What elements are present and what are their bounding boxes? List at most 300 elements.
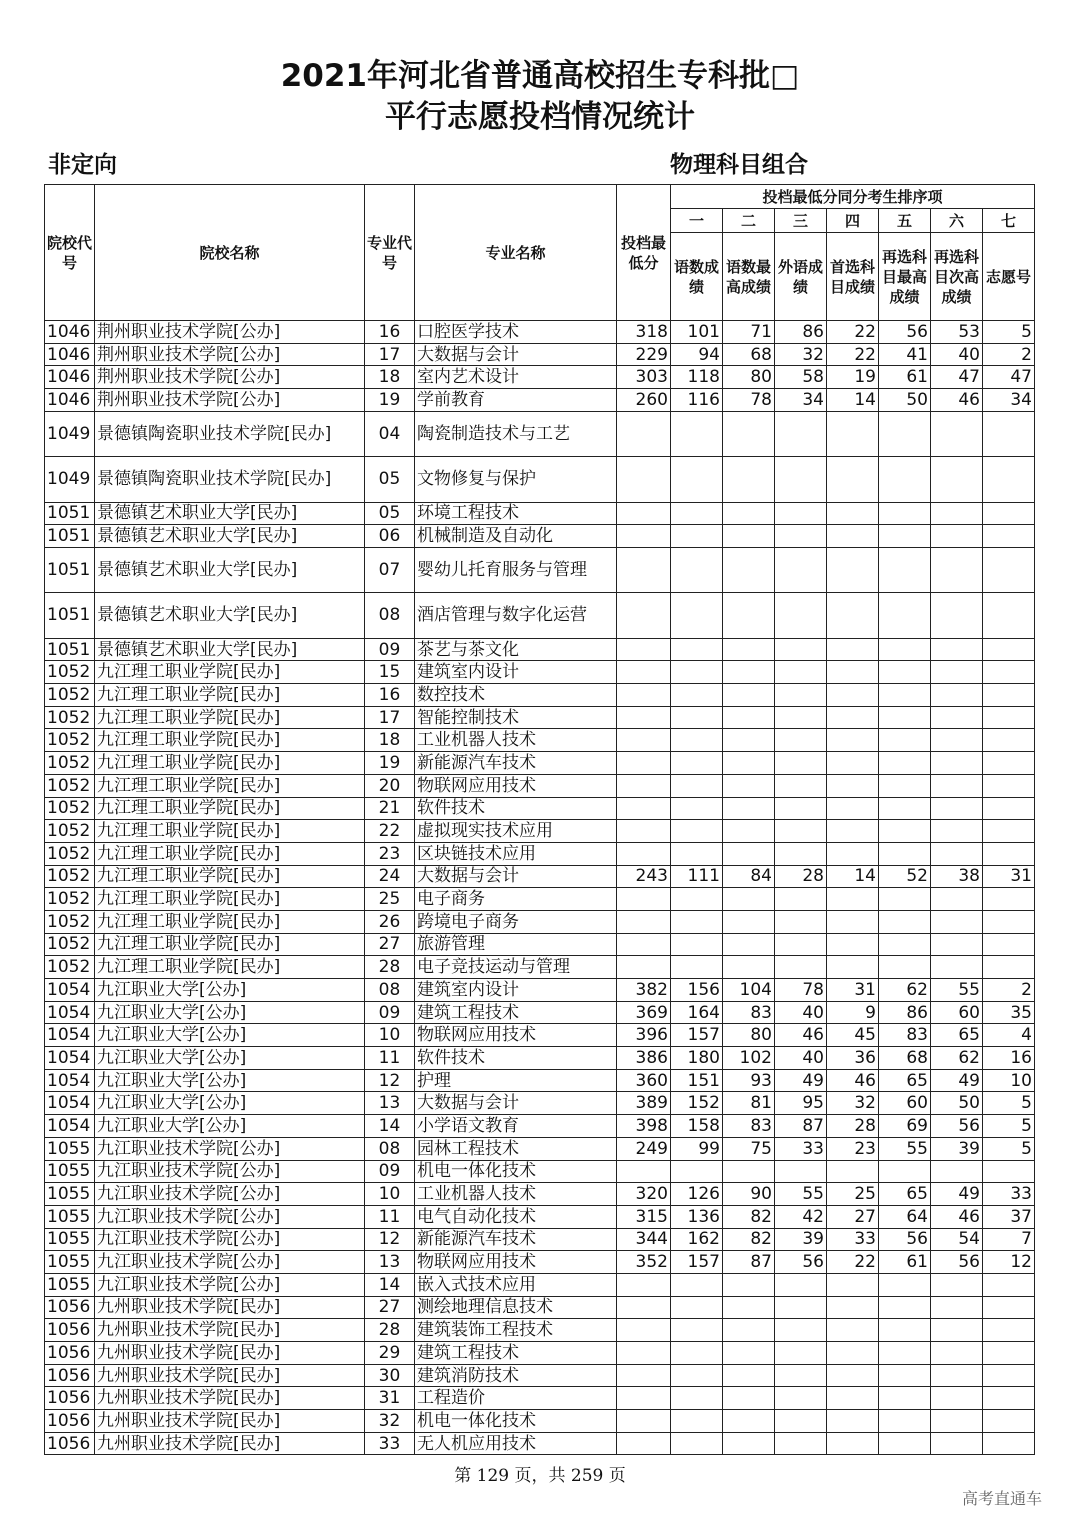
cell-rank-6 (931, 1364, 983, 1387)
cell-major-name: 新能源汽车技术 (415, 1228, 617, 1251)
cell-rank-5 (879, 684, 931, 707)
cell-rank-1 (671, 1296, 723, 1319)
cell-rank-6: 53 (931, 321, 983, 344)
cell-rank-2: 83 (723, 1115, 775, 1138)
cell-rank-6 (931, 411, 983, 456)
cell-rank-2: 82 (723, 1228, 775, 1251)
cell-min-score (617, 661, 671, 684)
table-row (45, 956, 1035, 979)
cell-rank-6: 62 (931, 1047, 983, 1070)
cell-rank-3 (775, 752, 827, 775)
cell-rank-4 (827, 1410, 879, 1433)
cell-major-code: 29 (365, 1342, 415, 1365)
cell-rank-2 (723, 1296, 775, 1319)
cell-min-score (617, 1432, 671, 1455)
cell-rank-2 (723, 956, 775, 979)
cell-rank-3 (775, 956, 827, 979)
cell-rank-5 (879, 457, 931, 502)
cell-rank-3: 56 (775, 1251, 827, 1274)
cell-school-code: 1051 (45, 547, 95, 592)
cell-rank-5 (879, 1319, 931, 1342)
cell-school-code: 1055 (45, 1205, 95, 1228)
cell-rank-6 (931, 1410, 983, 1433)
cell-rank-6: 39 (931, 1137, 983, 1160)
cell-rank-5 (879, 729, 931, 752)
cell-rank-7 (983, 797, 1035, 820)
cell-rank-3 (775, 933, 827, 956)
cell-rank-4 (827, 1319, 879, 1342)
cell-rank-7 (983, 1160, 1035, 1183)
table-row (45, 593, 1035, 638)
cell-major-code: 11 (365, 1047, 415, 1070)
cell-min-score (617, 820, 671, 843)
cell-rank-2: 82 (723, 1205, 775, 1228)
table-row (45, 1092, 1035, 1115)
cell-min-score (617, 729, 671, 752)
cell-rank-4 (827, 684, 879, 707)
cell-rank-5 (879, 1410, 931, 1433)
page-footer: 第 129 页，共 259 页 (454, 1466, 626, 1486)
cell-rank-7: 4 (983, 1024, 1035, 1047)
cell-rank-5: 86 (879, 1001, 931, 1024)
cell-major-code: 27 (365, 1296, 415, 1319)
cell-rank-4 (827, 1296, 879, 1319)
cell-rank-6 (931, 1387, 983, 1410)
cell-school-name: 九州职业技术学院[民办] (95, 1387, 365, 1410)
cell-min-score (617, 593, 671, 638)
cell-school-name: 景德镇陶瓷职业技术学院[民办] (95, 411, 365, 456)
header-rank-num: 五 (879, 209, 931, 233)
cell-rank-3 (775, 525, 827, 548)
cell-rank-6 (931, 956, 983, 979)
cell-rank-2 (723, 661, 775, 684)
table-row (45, 638, 1035, 661)
cell-rank-6 (931, 1160, 983, 1183)
cell-rank-1 (671, 457, 723, 502)
cell-rank-2 (723, 1410, 775, 1433)
cell-rank-4: 31 (827, 979, 879, 1002)
cell-school-name: 九江职业技术学院[公办] (95, 1160, 365, 1183)
cell-rank-1 (671, 797, 723, 820)
cell-school-name: 九江理工职业学院[民办] (95, 661, 365, 684)
cell-rank-5 (879, 956, 931, 979)
table-row (45, 1319, 1035, 1342)
cell-major-code: 14 (365, 1115, 415, 1138)
table-row (45, 820, 1035, 843)
cell-rank-4 (827, 842, 879, 865)
cell-rank-4: 32 (827, 1092, 879, 1115)
table-row (45, 1183, 1035, 1206)
cell-school-name: 九江理工职业学院[民办] (95, 910, 365, 933)
cell-major-name: 学前教育 (415, 389, 617, 412)
cell-rank-7 (983, 1342, 1035, 1365)
cell-school-code: 1052 (45, 842, 95, 865)
cell-major-code: 16 (365, 684, 415, 707)
cell-school-code: 1052 (45, 956, 95, 979)
cell-min-score (617, 1296, 671, 1319)
cell-rank-7 (983, 593, 1035, 638)
table-row (45, 1024, 1035, 1047)
cell-rank-3: 58 (775, 366, 827, 389)
cell-rank-5 (879, 706, 931, 729)
cell-rank-7: 5 (983, 1115, 1035, 1138)
table-row (45, 842, 1035, 865)
cell-major-code: 06 (365, 525, 415, 548)
cell-major-name: 机械制造及自动化 (415, 525, 617, 548)
cell-major-name: 电子商务 (415, 888, 617, 911)
table-row (45, 1047, 1035, 1070)
cell-school-code: 1054 (45, 1069, 95, 1092)
cell-rank-4: 22 (827, 343, 879, 366)
cell-major-name: 建筑室内设计 (415, 979, 617, 1002)
subject-group-label: 物理科目组合 (670, 152, 808, 178)
cell-school-code: 1055 (45, 1273, 95, 1296)
cell-min-score (617, 502, 671, 525)
cell-min-score (617, 956, 671, 979)
cell-rank-7: 5 (983, 1092, 1035, 1115)
cell-school-name: 九州职业技术学院[民办] (95, 1342, 365, 1365)
cell-min-score: 389 (617, 1092, 671, 1115)
cell-rank-4: 46 (827, 1069, 879, 1092)
cell-rank-4: 14 (827, 865, 879, 888)
page-title-line2: 平行志愿投档情况统计 (385, 99, 695, 135)
cell-rank-2: 78 (723, 389, 775, 412)
cell-rank-5: 60 (879, 1092, 931, 1115)
cell-rank-2: 68 (723, 343, 775, 366)
table-row (45, 1160, 1035, 1183)
header-rank-item: 语数成绩 (671, 233, 723, 321)
cell-major-code: 32 (365, 1410, 415, 1433)
cell-school-name: 荆州职业技术学院[公办] (95, 389, 365, 412)
cell-rank-3 (775, 1387, 827, 1410)
cell-rank-7 (983, 752, 1035, 775)
cell-major-code: 09 (365, 638, 415, 661)
cell-rank-1 (671, 661, 723, 684)
cell-rank-6 (931, 638, 983, 661)
cell-school-name: 景德镇艺术职业大学[民办] (95, 525, 365, 548)
cell-rank-6: 54 (931, 1228, 983, 1251)
cell-rank-7 (983, 820, 1035, 843)
table-row (45, 457, 1035, 502)
cell-rank-3 (775, 684, 827, 707)
cell-rank-1: 151 (671, 1069, 723, 1092)
cell-major-name: 陶瓷制造技术与工艺 (415, 411, 617, 456)
cell-rank-7 (983, 1387, 1035, 1410)
cell-rank-5 (879, 820, 931, 843)
cell-rank-1 (671, 684, 723, 707)
cell-rank-4: 28 (827, 1115, 879, 1138)
cell-major-name: 机电一体化技术 (415, 1160, 617, 1183)
cell-rank-5 (879, 1160, 931, 1183)
cell-rank-3 (775, 1364, 827, 1387)
cell-rank-2 (723, 1273, 775, 1296)
cell-min-score: 229 (617, 343, 671, 366)
cell-major-name: 建筑装饰工程技术 (415, 1319, 617, 1342)
cell-min-score (617, 888, 671, 911)
cell-school-code: 1056 (45, 1319, 95, 1342)
cell-rank-7: 31 (983, 865, 1035, 888)
cell-major-name: 旅游管理 (415, 933, 617, 956)
cell-rank-3: 46 (775, 1024, 827, 1047)
cell-rank-4 (827, 1342, 879, 1365)
cell-major-code: 08 (365, 979, 415, 1002)
cell-school-code: 1051 (45, 638, 95, 661)
cell-school-code: 1055 (45, 1183, 95, 1206)
cell-rank-7: 37 (983, 1205, 1035, 1228)
cell-major-code: 28 (365, 956, 415, 979)
cell-min-score: 398 (617, 1115, 671, 1138)
cell-rank-4: 25 (827, 1183, 879, 1206)
cell-rank-3 (775, 774, 827, 797)
cell-rank-6 (931, 820, 983, 843)
cell-rank-6 (931, 706, 983, 729)
cell-school-name: 九江理工职业学院[民办] (95, 797, 365, 820)
cell-rank-4: 27 (827, 1205, 879, 1228)
cell-major-code: 18 (365, 729, 415, 752)
cell-rank-1: 158 (671, 1115, 723, 1138)
cell-rank-3 (775, 593, 827, 638)
table-row (45, 729, 1035, 752)
cell-rank-6 (931, 888, 983, 911)
cell-rank-4 (827, 706, 879, 729)
cell-rank-6 (931, 547, 983, 592)
cell-school-code: 1054 (45, 1001, 95, 1024)
cell-rank-3: 49 (775, 1069, 827, 1092)
cell-school-name: 九江职业技术学院[公办] (95, 1251, 365, 1274)
cell-school-name: 九江职业技术学院[公办] (95, 1228, 365, 1251)
cell-rank-5: 65 (879, 1183, 931, 1206)
cell-rank-5 (879, 1273, 931, 1296)
cell-rank-4 (827, 1432, 879, 1455)
header-rank-num: 三 (775, 209, 827, 233)
cell-rank-1 (671, 1432, 723, 1455)
cell-rank-3 (775, 888, 827, 911)
cell-major-code: 21 (365, 797, 415, 820)
page-title-line1: 2021年河北省普通高校招生专科批□ (280, 58, 800, 94)
cell-rank-1 (671, 1364, 723, 1387)
cell-major-code: 08 (365, 593, 415, 638)
cell-rank-2 (723, 910, 775, 933)
cell-major-code: 09 (365, 1001, 415, 1024)
cell-rank-3: 34 (775, 389, 827, 412)
cell-rank-2 (723, 752, 775, 775)
cell-school-code: 1055 (45, 1137, 95, 1160)
cell-rank-1: 118 (671, 366, 723, 389)
cell-min-score (617, 638, 671, 661)
cell-rank-7 (983, 547, 1035, 592)
cell-min-score (617, 1410, 671, 1433)
cell-rank-1 (671, 1273, 723, 1296)
table-row (45, 1273, 1035, 1296)
table-row (45, 1115, 1035, 1138)
cell-rank-1 (671, 956, 723, 979)
cell-rank-3 (775, 1296, 827, 1319)
cell-rank-2 (723, 729, 775, 752)
cell-rank-3 (775, 1160, 827, 1183)
cell-school-name: 九江理工职业学院[民办] (95, 842, 365, 865)
table-row (45, 1001, 1035, 1024)
cell-major-code: 27 (365, 933, 415, 956)
table-row (45, 979, 1035, 1002)
cell-rank-3 (775, 1410, 827, 1433)
cell-major-code: 13 (365, 1251, 415, 1274)
table-row (45, 1296, 1035, 1319)
cell-rank-1: 99 (671, 1137, 723, 1160)
cell-major-name: 测绘地理信息技术 (415, 1296, 617, 1319)
cell-school-code: 1052 (45, 684, 95, 707)
cell-rank-7 (983, 457, 1035, 502)
cell-rank-1: 126 (671, 1183, 723, 1206)
cell-rank-5 (879, 752, 931, 775)
cell-school-name: 九江职业大学[公办] (95, 1024, 365, 1047)
cell-rank-4 (827, 797, 879, 820)
cell-rank-3 (775, 661, 827, 684)
cell-min-score (617, 411, 671, 456)
cell-rank-3 (775, 910, 827, 933)
cell-rank-6: 40 (931, 343, 983, 366)
cell-school-code: 1056 (45, 1432, 95, 1455)
cell-rank-5 (879, 797, 931, 820)
cell-school-name: 九江理工职业学院[民办] (95, 706, 365, 729)
cell-rank-3: 33 (775, 1137, 827, 1160)
table-row (45, 910, 1035, 933)
cell-rank-3 (775, 1432, 827, 1455)
cell-rank-2 (723, 593, 775, 638)
cell-school-code: 1056 (45, 1364, 95, 1387)
cell-rank-5 (879, 1364, 931, 1387)
cell-major-code: 09 (365, 1160, 415, 1183)
cell-school-code: 1054 (45, 979, 95, 1002)
cell-rank-7 (983, 910, 1035, 933)
cell-rank-2 (723, 933, 775, 956)
cell-min-score: 382 (617, 979, 671, 1002)
cell-major-name: 大数据与会计 (415, 1092, 617, 1115)
cell-min-score (617, 706, 671, 729)
table-row (45, 797, 1035, 820)
cell-major-code: 12 (365, 1069, 415, 1092)
cell-rank-4: 9 (827, 1001, 879, 1024)
cell-major-code: 04 (365, 411, 415, 456)
cell-rank-7: 34 (983, 389, 1035, 412)
cell-rank-6 (931, 797, 983, 820)
cell-min-score: 318 (617, 321, 671, 344)
cell-min-score (617, 1319, 671, 1342)
cell-rank-1 (671, 1410, 723, 1433)
cell-major-name: 数控技术 (415, 684, 617, 707)
cell-major-code: 05 (365, 502, 415, 525)
cell-major-code: 26 (365, 910, 415, 933)
cell-rank-2 (723, 1432, 775, 1455)
cell-rank-2 (723, 1160, 775, 1183)
cell-major-name: 无人机应用技术 (415, 1432, 617, 1455)
cell-min-score (617, 1342, 671, 1365)
cell-major-name: 园林工程技术 (415, 1137, 617, 1160)
cell-major-code: 28 (365, 1319, 415, 1342)
cell-rank-3 (775, 706, 827, 729)
cell-rank-2 (723, 797, 775, 820)
header-rank-item: 外语成绩 (775, 233, 827, 321)
cell-rank-5 (879, 593, 931, 638)
cell-rank-7 (983, 502, 1035, 525)
cell-rank-1 (671, 1342, 723, 1365)
cell-rank-4: 33 (827, 1228, 879, 1251)
cell-rank-7 (983, 638, 1035, 661)
cell-rank-5: 55 (879, 1137, 931, 1160)
cell-school-code: 1051 (45, 525, 95, 548)
cell-rank-6 (931, 1319, 983, 1342)
cell-school-code: 1056 (45, 1410, 95, 1433)
cell-school-code: 1054 (45, 1047, 95, 1070)
cell-rank-1: 180 (671, 1047, 723, 1070)
cell-school-code: 1052 (45, 752, 95, 775)
table-row (45, 1364, 1035, 1387)
cell-rank-2 (723, 842, 775, 865)
cell-school-name: 九江理工职业学院[民办] (95, 956, 365, 979)
cell-major-code: 24 (365, 865, 415, 888)
cell-rank-2: 80 (723, 366, 775, 389)
cell-rank-4: 22 (827, 1251, 879, 1274)
cell-major-code: 14 (365, 1273, 415, 1296)
cell-school-name: 景德镇艺术职业大学[民办] (95, 593, 365, 638)
cell-rank-6 (931, 752, 983, 775)
cell-rank-1 (671, 820, 723, 843)
cell-rank-7: 2 (983, 979, 1035, 1002)
cell-school-name: 九江职业技术学院[公办] (95, 1273, 365, 1296)
cell-major-name: 虚拟现实技术应用 (415, 820, 617, 843)
cell-school-name: 九江理工职业学院[民办] (95, 684, 365, 707)
table-row (45, 366, 1035, 389)
cell-rank-4 (827, 457, 879, 502)
cell-school-name: 九江职业技术学院[公办] (95, 1137, 365, 1160)
cell-rank-2 (723, 1319, 775, 1342)
cell-rank-6: 49 (931, 1183, 983, 1206)
cell-rank-4 (827, 411, 879, 456)
cell-rank-1 (671, 638, 723, 661)
cell-rank-2 (723, 888, 775, 911)
cell-rank-2 (723, 820, 775, 843)
cell-rank-4: 19 (827, 366, 879, 389)
table-row (45, 321, 1035, 344)
cell-major-name: 大数据与会计 (415, 343, 617, 366)
cell-rank-5: 64 (879, 1205, 931, 1228)
cell-rank-3: 40 (775, 1047, 827, 1070)
header-tiebreak-group: 投档最低分同分考生排序项 (671, 185, 1035, 209)
cell-school-code: 1052 (45, 865, 95, 888)
cell-rank-2 (723, 774, 775, 797)
cell-school-name: 九江理工职业学院[民办] (95, 933, 365, 956)
cell-rank-6 (931, 457, 983, 502)
table-row (45, 1432, 1035, 1455)
header-rank-num: 四 (827, 209, 879, 233)
cell-school-code: 1049 (45, 457, 95, 502)
cell-rank-6 (931, 1273, 983, 1296)
table-row (45, 865, 1035, 888)
cell-rank-3 (775, 1342, 827, 1365)
cell-rank-5: 52 (879, 865, 931, 888)
cell-rank-7 (983, 842, 1035, 865)
cell-min-score: 315 (617, 1205, 671, 1228)
cell-rank-5 (879, 1342, 931, 1365)
cell-rank-1 (671, 752, 723, 775)
table-row (45, 343, 1035, 366)
cell-min-score (617, 1160, 671, 1183)
cell-school-name: 九江职业技术学院[公办] (95, 1183, 365, 1206)
cell-rank-4 (827, 525, 879, 548)
cell-major-name: 护理 (415, 1069, 617, 1092)
cell-school-name: 荆州职业技术学院[公办] (95, 343, 365, 366)
cell-rank-1: 101 (671, 321, 723, 344)
cell-rank-4 (827, 1387, 879, 1410)
